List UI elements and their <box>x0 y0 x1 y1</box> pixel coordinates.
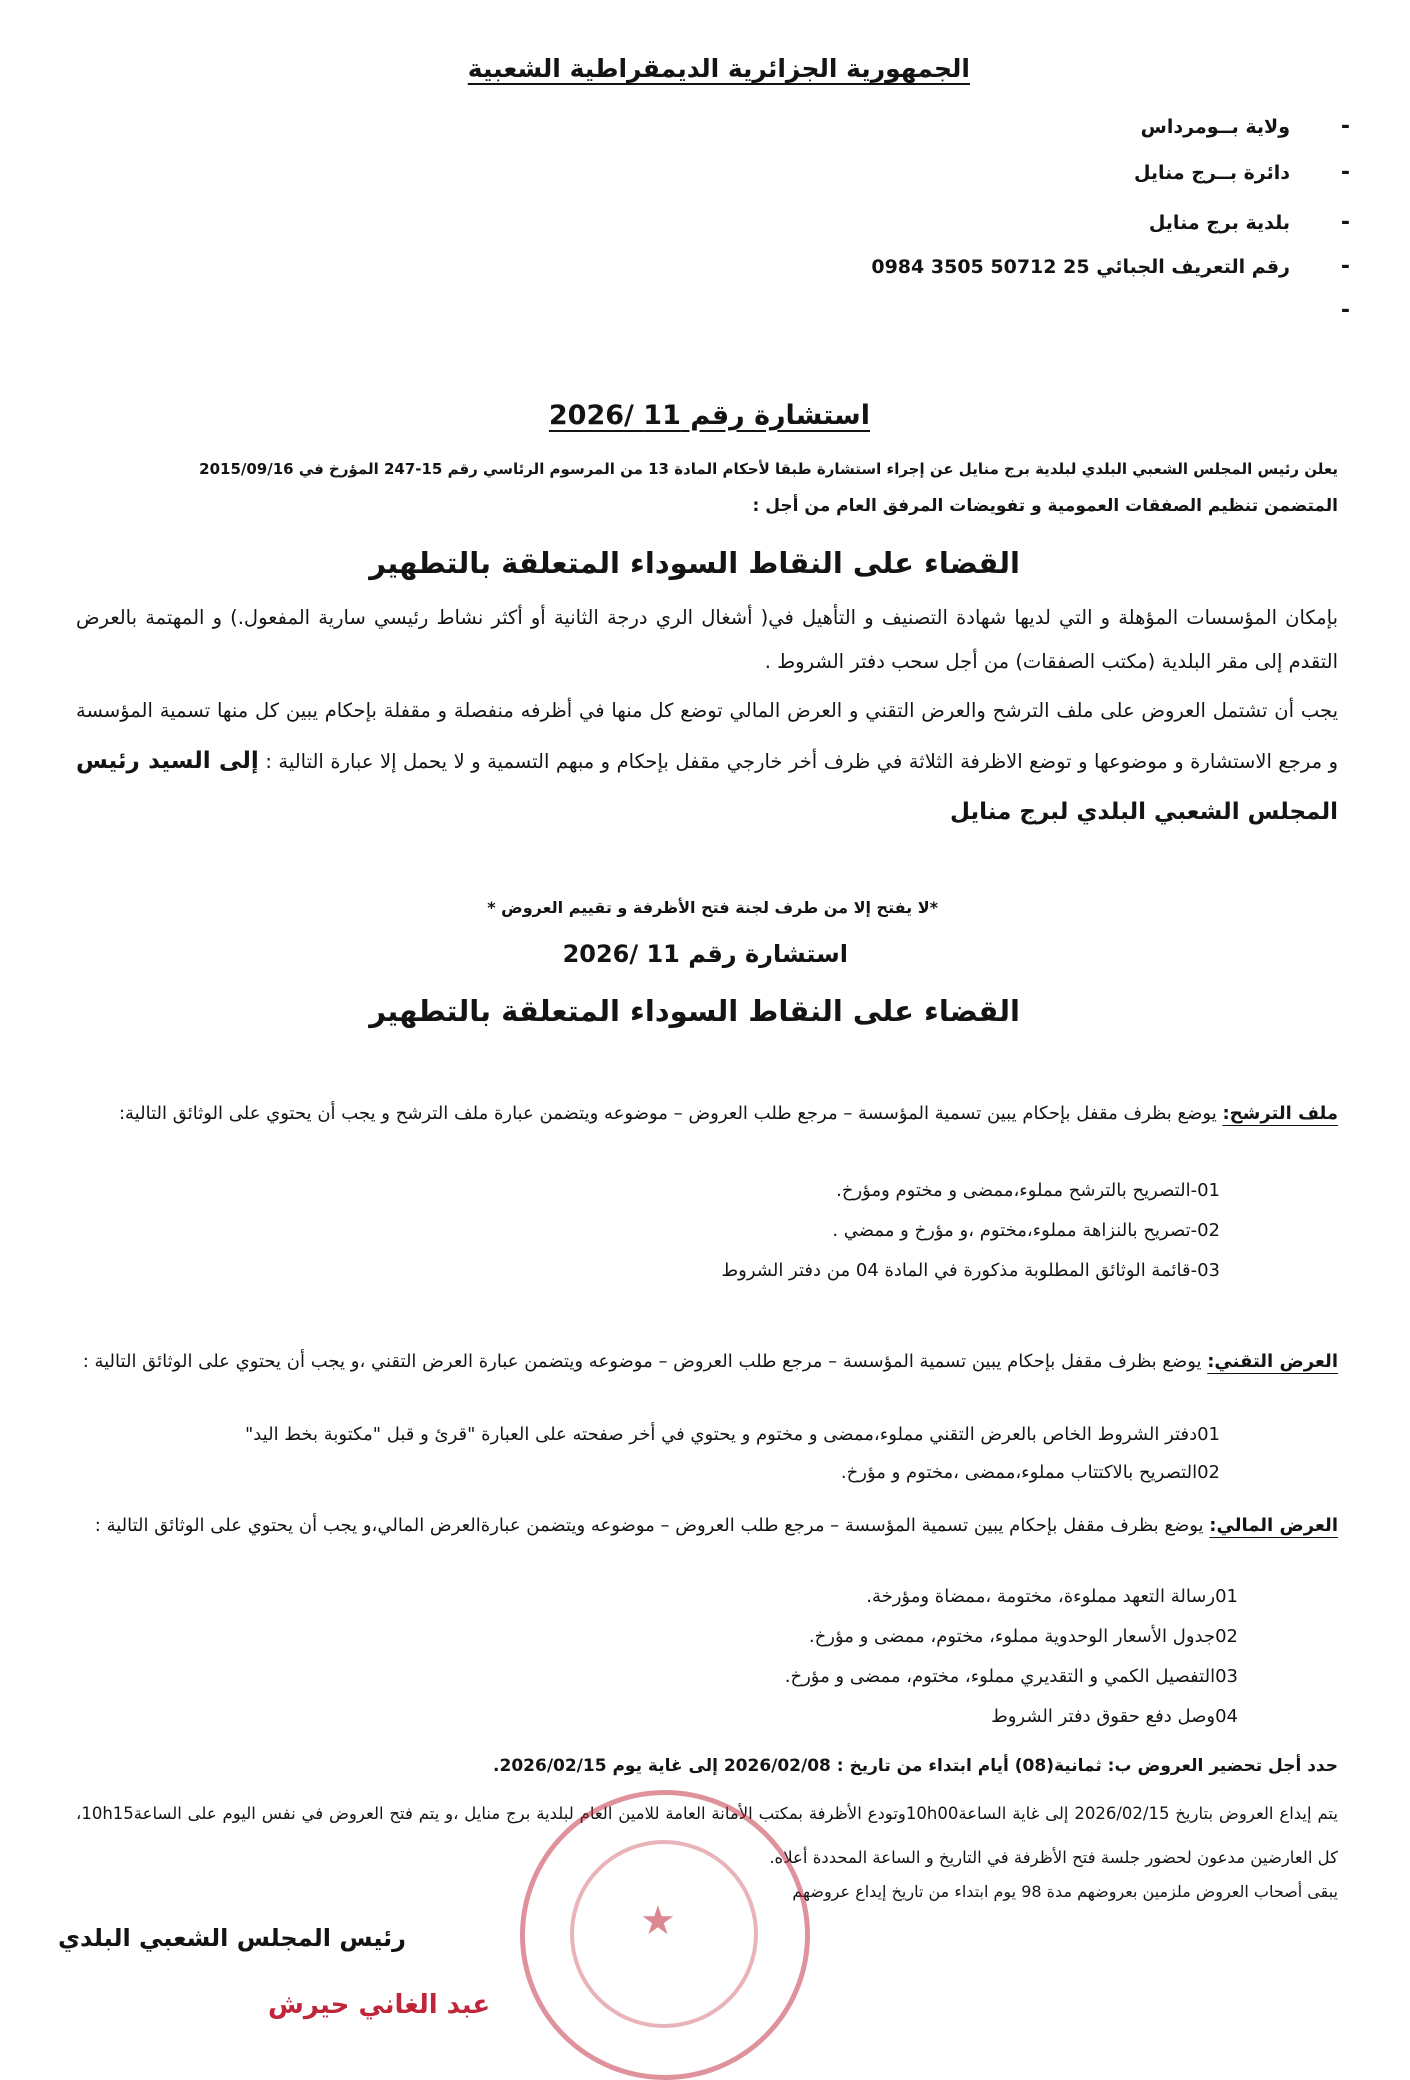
subject-heading: القضاء على النقاط السوداء المتعلقة بالتطهير <box>369 546 1020 580</box>
signature-title: رئيس المجلس الشعبي البلدي <box>58 1924 406 1952</box>
financial-paragraph <box>76 1504 1338 1548</box>
envelope-note: *لا يفتح إلا من طرف لجنة فتح الأظرفة و تقييم العروض * <box>487 898 938 917</box>
envelope-paragraph <box>76 686 1338 838</box>
eligibility-paragraph: بإمكان المؤسسات المؤهلة و التي لديها شهادة التصنيف و التأهيل في( أشغال الري درجة الثانية أو أكثر نشاط رئيسي سارية المفعول.) و المهتمة بالعرض التقدم إلى مقر البلدية (مكتب الصفقات) من أجل سحب دفتر الشروط . <box>76 606 1338 673</box>
addressee-text: إلى السيد رئيس المجلس الشعبي البلدي لبرج منايل <box>76 748 1338 825</box>
financial-text: يوضع بظرف مقفل بإحكام يبين تسمية المؤسسة – مرجع طلب العروض – موضوعه ويتضمن عبارةالعرض المالي،و يجب أن يحتوي على الوثائق التالية : <box>94 1515 1204 1536</box>
financial-item-3: 03التفصيل الكمي و التقديري مملوء، مختوم، ممضى و مؤرخ. <box>784 1666 1238 1687</box>
daira-text: دائرة بــرج منايل <box>1133 162 1290 184</box>
financial-item-2: 02جدول الأسعار الوحدوية مملوء، مختوم، ممضى و مؤرخ. <box>808 1626 1238 1647</box>
consultation-title: استشارة رقم 11 /2026 <box>548 400 870 431</box>
technical-item-2: 02التصريح بالاكتتاب مملوء،ممضى ،مختوم و مؤرخ. <box>840 1462 1220 1483</box>
candidacy-text: يوضع بظرف مقفل بإحكام يبين تسمية المؤسسة – مرجع طلب العروض – موضوعه ويتضمن عبارة ملف الترشح و يجب أن يحتوي على الوثائق التالية: <box>118 1103 1217 1124</box>
intro-line-2: المتضمن تنظيم الصفقات العمومية و تفويضات المرفق العام من أجل : <box>752 496 1338 516</box>
header-line-commune <box>850 210 1350 250</box>
validity-text: يبقى أصحاب العروض ملزمين بعروضهم مدة 98 يوم ابتداء من تاريخ إيداع عروضهم <box>792 1882 1338 1901</box>
header-line-empty <box>850 298 1350 338</box>
republic-heading: الجمهورية الجزائرية الديمقراطية الشعبية <box>467 54 970 83</box>
technical-paragraph <box>76 1340 1338 1384</box>
candidacy-item-3: 03-قائمة الوثائق المطلوبة مذكورة في المادة 04 من دفتر الشروط <box>721 1260 1220 1281</box>
tax-id-text: رقم التعريف الجبائي 25 50712 3505 0984 <box>871 256 1290 278</box>
technical-text: يوضع بظرف مقفل بإحكام يبين تسمية المؤسسة – مرجع طلب العروض – موضوعه ويتضمن عبارة العرض التقني ،و يجب أن يحتوي على الوثائق التالية : <box>82 1351 1202 1372</box>
envelope-title: استشارة رقم 11 /2026 <box>562 940 848 968</box>
candidacy-item-1: 01-التصريح بالترشح مملوء،ممضى و مختوم ومؤرخ. <box>836 1180 1220 1201</box>
commune-text: بلدية برج منايل <box>1148 212 1290 234</box>
technical-item-1: 01دفتر الشروط الخاص بالعرض التقني مملوء،ممضى و مختوم و يحتوي في أخر صفحته على العبارة "قرئ و قبل "مكتوبة بخط اليد" <box>244 1424 1220 1445</box>
list-dash: - <box>1340 298 1350 323</box>
list-dash: - <box>1340 114 1350 139</box>
candidacy-item-2: 02-تصريح بالنزاهة مملوء،مختوم ،و مؤرخ و ممضي . <box>832 1220 1220 1241</box>
signature-name: عبد الغاني حيرش <box>268 1990 491 2020</box>
header-line-tax-id <box>850 254 1350 294</box>
prep-deadline: حدد أجل تحضير العروض ب: ثمانية(08) أيام ابتداء من تاريخ : 2026/02/08 إلى غاية يوم 2026/02/15. <box>493 1756 1338 1776</box>
envelope-subject: القضاء على النقاط السوداء المتعلقة بالتطهير <box>369 994 1020 1028</box>
financial-item-4: 04وصل دفع حقوق دفتر الشروط <box>991 1706 1238 1727</box>
list-dash: - <box>1340 160 1350 185</box>
envelope-instructions: يجب أن تشتمل العروض على ملف الترشح والعرض التقني و العرض المالي توضع كل منها في أظرفه منفصلة و مقفلة بإحكام يبين كل منها تسمية المؤسسة و مرجع الاستشارة و موضوعها و توضع الاظرفة الثلاثة في ظرف أخر خارجي مقفل بإحكام و مبهم التسمية و لا يحمل إلا عبارة التالية : <box>76 699 1338 773</box>
list-dash: - <box>1340 210 1350 235</box>
deposit-paragraph: يتم إيداع العروض بتاريخ 2026/02/15 إلى غاية الساعة10h00وتودع الأظرفة بمكتب الأمانة العامة للامين العام لبلدية برج منايل ،و يتم فتح العروض في نفس اليوم على الساعة10h15، كل العارضين مدعون لحضور جلسة فتح الأظرفة في التاريخ و الساعة المحددة أعلاه. <box>76 1804 1338 1867</box>
wilaya-text: ولاية بــومرداس <box>1140 116 1290 138</box>
financial-label: العرض المالي: <box>1209 1515 1338 1536</box>
intro-line-1: يعلن رئيس المجلس الشعبي البلدي لبلدية برج منايل عن إجراء استشارة طبقا لأحكام المادة 13 من المرسوم الرئاسي رقم 15-247 المؤرخ في 2015/09/16 <box>199 460 1338 478</box>
header-line-wilaya <box>850 114 1350 154</box>
financial-item-1: 01رسالة التعهد مملوءة، مختومة ،ممضاة ومؤرخة. <box>866 1586 1238 1607</box>
candidacy-paragraph <box>76 1092 1338 1136</box>
header-line-daira <box>850 160 1350 200</box>
list-dash: - <box>1340 254 1350 279</box>
stamp-star-icon: ★ <box>640 1898 676 1944</box>
technical-label: العرض التقني: <box>1207 1351 1338 1372</box>
candidacy-label: ملف الترشح: <box>1222 1103 1338 1124</box>
